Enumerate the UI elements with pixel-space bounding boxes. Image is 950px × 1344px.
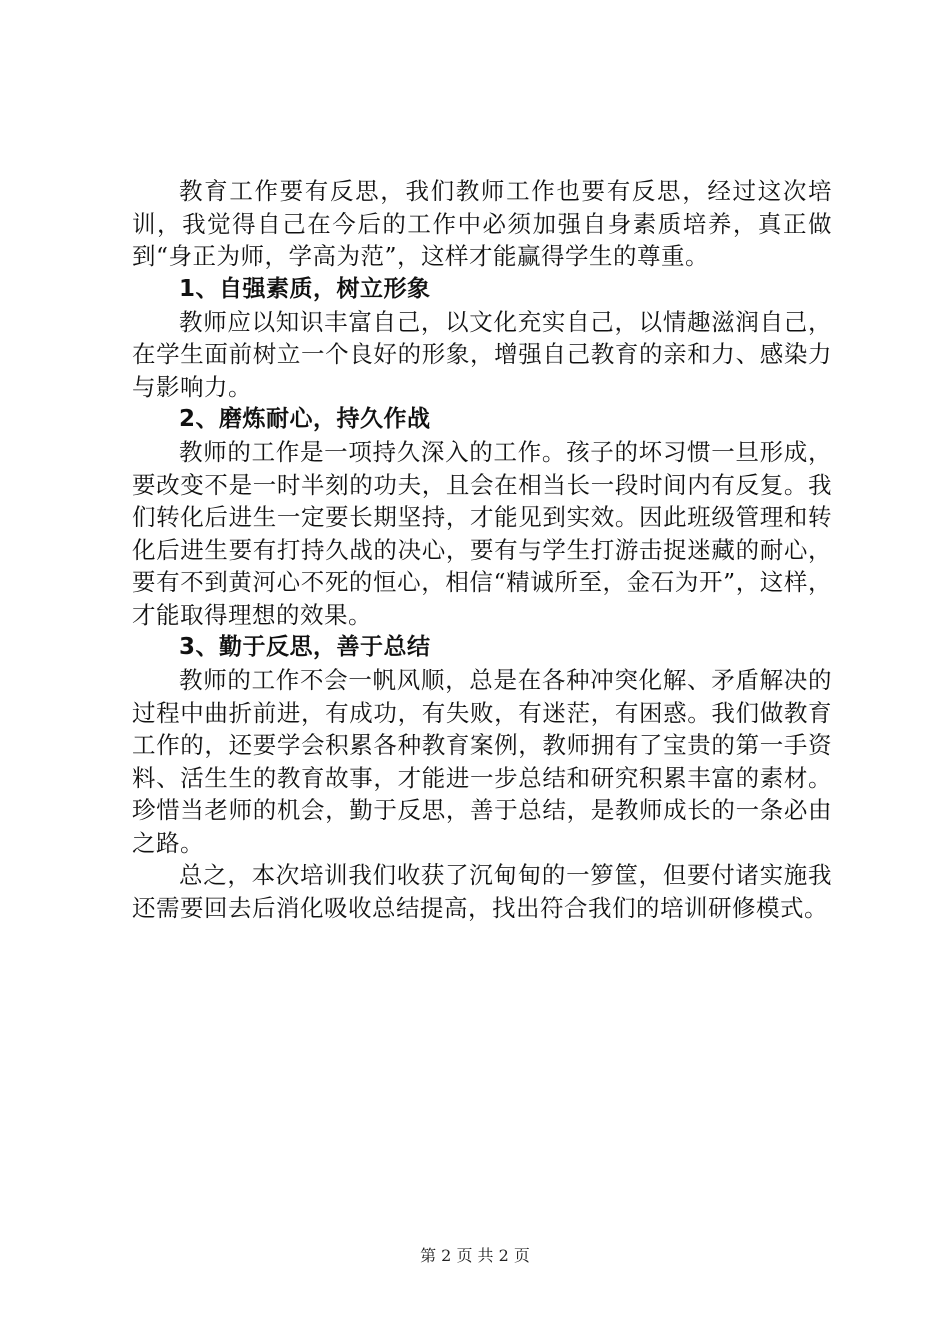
section-heading-3: 3、勤于反思，善于总结 bbox=[179, 634, 431, 660]
section-heading-1: 1、自强素质，树立形象 bbox=[179, 275, 431, 302]
paragraph-section-2: 教师的工作是一项持久深入的工作。孩子的坏习惯一旦形成，要改变不是一时半刻的功夫，且会在相当长一段时间内有反复。我们转化后进生一定要长期坚持，才能见到实效。因此班级管理和转化后进生要有打持久战的决心，要有与学生打游击捉迷藏的耐心，要有不到黄河心不死的恒心，相信“精诚所至，金石为开”，这样，才能取得理想的效果。 bbox=[132, 438, 832, 629]
section-heading-2: 2、磨炼耐心，持久作战 bbox=[179, 406, 431, 432]
paragraph-intro: 教育工作要有反思，我们教师工作也要有反思，经过这次培训，我觉得自己在今后的工作中必须加强自身素质培养，真正做到“身正为师，学高为范”，这样才能赢得学生的尊重。 bbox=[132, 177, 832, 270]
document-body bbox=[132, 175, 832, 924]
page-footer: 第 2 页 共 2 页 bbox=[420, 1246, 530, 1265]
paragraph-section-1: 教师应以知识丰富自己，以文化充实自己，以情趣滋润自己，在学生面前树立一个良好的形象，增强自己教育的亲和力、感染力与影响力。 bbox=[132, 307, 832, 401]
paragraph-section-3: 教师的工作不会一帆风顺，总是在各种冲突化解、矛盾解决的过程中曲折前进，有成功，有失败，有迷茫，有困惑。我们做教育工作的，还要学会积累各种教育案例，教师拥有了宝贵的第一手资料、活生生的教育故事，才能进一步总结和研究积累丰富的素材。珍惜当老师的机会，勤于反思，善于总结，是教师成长的一条必由之路。 bbox=[132, 666, 832, 857]
paragraph-conclusion: 总之，本次培训我们收获了沉甸甸的一箩筐，但要付诸实施我还需要回去后消化吸收总结提高，找出符合我们的培训研修模式。 bbox=[132, 861, 832, 922]
